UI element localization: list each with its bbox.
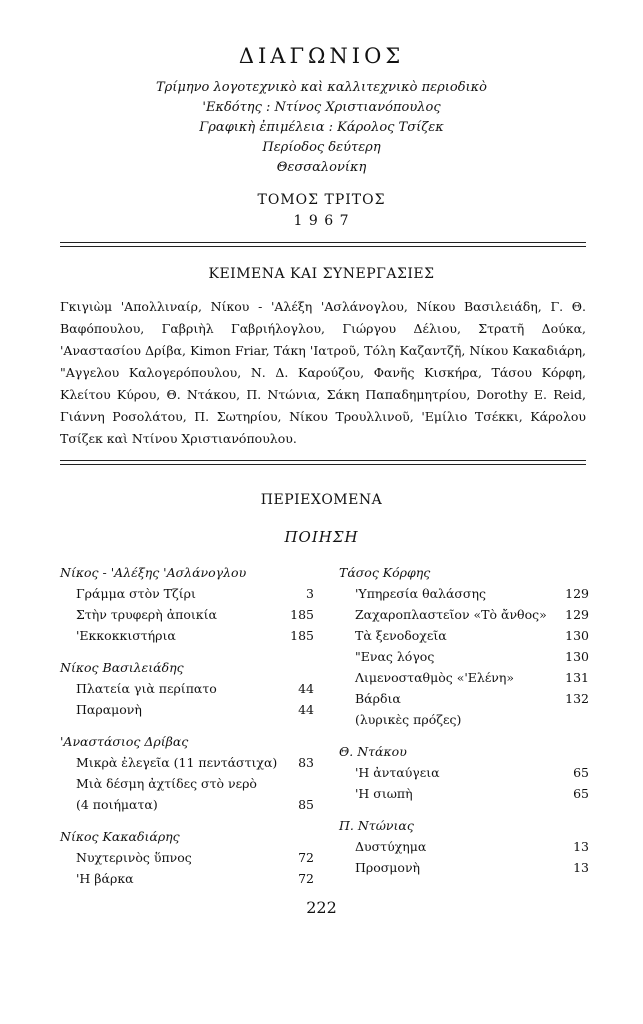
volume-block [0, 190, 643, 232]
toc-entry [339, 604, 589, 625]
entry-page [559, 709, 589, 730]
toc-entry [60, 868, 314, 889]
toc-entry [339, 688, 589, 709]
toc-entry [60, 699, 314, 720]
author-name: Νίκος Βασιλειάδης [60, 660, 184, 675]
toc-entry [339, 646, 589, 667]
page-number: 222 [306, 898, 337, 917]
entry-title: Προσμονὴ [355, 860, 421, 875]
entry-page: 185 [290, 628, 314, 643]
entry-page: 72 [298, 871, 314, 886]
divider [60, 242, 586, 247]
entry-title: Ζαχαροπλαστεῖον «Τὸ ἄνθος» [355, 607, 547, 622]
toc-entry [339, 709, 589, 730]
author-name: 'Αναστάσιος Δρίβας [60, 734, 189, 749]
entry-page: 65 [573, 765, 589, 780]
entry-title: Μιὰ δέσμη ἀχτίδες στὸ νερὸ [76, 776, 257, 791]
author-name: Νίκος Κακαδιάρης [60, 829, 180, 844]
entry-title: Τὰ ξενοδοχεῖα [355, 628, 447, 643]
entry-title: Νυχτερινὸς ὕπνος [76, 850, 192, 865]
entry-page: 13 [573, 839, 589, 854]
entry-title: (4 ποιήματα) [76, 797, 158, 812]
toc-entry [60, 794, 314, 815]
volume-label: ΤΟΜΟΣ ΤΡΙΤΟΣ [257, 192, 386, 208]
toc-entry [339, 836, 589, 857]
section-heading: ΠΟΙΗΣΗ [284, 528, 359, 546]
toc-entry [339, 667, 589, 688]
entry-page: 44 [298, 702, 314, 717]
entry-title: 'Η βάρκα [76, 871, 134, 886]
entry-page: 65 [573, 786, 589, 801]
entry-title: 'Η ἀνταύγεια [355, 765, 440, 780]
toc-entry [339, 783, 589, 804]
author-name: Τάσος Κόρφης [339, 565, 431, 580]
publisher-line: 'Εκδότης : Ντίνος Χριστιανόπουλος [202, 100, 441, 115]
toc-entry [60, 583, 314, 604]
entry-title: 'Η σιωπὴ [355, 786, 413, 801]
entry-page: 129 [565, 586, 589, 601]
entry-title: Παραμονὴ [76, 702, 142, 717]
toc-entry [339, 583, 589, 604]
entry-title: Λιμενοσταθμὸς «'Ελένη» [355, 670, 515, 685]
entry-title: Πλατεία γιὰ περίπατο [76, 681, 217, 696]
design-credit-line: Γραφικὴ ἐπιμέλεια : Κάρολος Τσίζεκ [199, 120, 444, 135]
divider [60, 460, 586, 465]
entry-title: 'Εκκοκκιστήρια [76, 628, 176, 643]
contributions-heading: ΚΕΙΜΕΝΑ ΚΑΙ ΣΥΝΕΡΓΑΣΙΕΣ [208, 266, 435, 282]
author-name: Π. Ντώνιας [339, 818, 414, 833]
city-line: Θεσσαλονίκη [276, 160, 367, 175]
toc-entry [60, 773, 314, 794]
entry-title: 'Υπηρεσία θαλάσσης [355, 586, 486, 601]
toc-entry [60, 625, 314, 646]
toc-entry [60, 678, 314, 699]
author-name: Θ. Ντάκου [339, 744, 407, 759]
entry-page: 129 [565, 607, 589, 622]
entry-page: 132 [565, 691, 589, 706]
toc-entry [60, 752, 314, 773]
entry-page: 131 [565, 670, 589, 685]
entry-title: Μικρὰ ἐλεγεῖα (11 πεντάστιχα) [76, 755, 278, 770]
toc-entry [339, 625, 589, 646]
toc-entry [60, 604, 314, 625]
entry-page: 3 [306, 586, 314, 601]
entry-title: "Ενας λόγος [355, 649, 435, 664]
entry-page: 83 [298, 755, 314, 770]
contributors-paragraph: Γκιγιὼμ 'Απολλιναίρ, Νίκου - 'Αλέξη 'Ασλάνογλου, Νίκου Βασιλειάδη, Γ. Θ. Βαφόπουλου, Γαβριὴλ Γαβριήλογλου, Γιώργου Δέλιου, Στρατῆ Δούκα, 'Αναστασίου Δρίβα, Kimon Friar, Τάκη 'Ιατροῦ, Τόλη Καζαντζῆ, Νίκου Κακαδιάρη, "Αγγελου Καλογερόπουλου, Ν. Δ. Καρούζου, Φανῆς Κισκήρα, Τάσου Κόρφη, Κλείτου Κύρου, Θ. Ντάκου, Π. Ντώνια, Σάκη Παπαδημητρίου, Dorothy E. Reid, Γιάννη Ροσολάτου, Π. Σωτηρίου, Νίκου Τρουλλινοῦ, 'Εμίλιο Τσέκκι, Κάρολου Τσίζεκ καὶ Ντίνου Χριστιανόπουλου. [60, 299, 586, 446]
entry-title: Βάρδια [355, 691, 401, 706]
volume-year: 1 9 6 7 [293, 213, 350, 229]
entry-page: 44 [298, 681, 314, 696]
journal-title: ΔΙΑΓΩΝΙΟΣ [238, 44, 405, 68]
entry-page: 130 [565, 649, 589, 664]
toc-entry [60, 847, 314, 868]
contents-heading: ΠΕΡΙΕΧΟΜΕΝΑ [260, 492, 383, 508]
entry-page: 13 [573, 860, 589, 875]
period-line: Περίοδος δεύτερη [262, 140, 381, 155]
journal-info [0, 78, 643, 178]
entry-page [284, 773, 314, 794]
contents-column-left [60, 562, 314, 889]
entry-page: 85 [298, 797, 314, 812]
entry-title: (λυρικὲς πρόζες) [355, 712, 462, 727]
entry-page: 185 [290, 607, 314, 622]
contents-column-right [339, 562, 589, 878]
entry-title: Στὴν τρυφερὴ ἀποικία [76, 607, 217, 622]
toc-entry [339, 857, 589, 878]
entry-page: 130 [565, 628, 589, 643]
toc-entry [339, 762, 589, 783]
entry-page: 72 [298, 850, 314, 865]
author-name: Νίκος - 'Αλέξης 'Ασλάνογλου [60, 565, 247, 580]
entry-title: Δυστύχημα [355, 839, 427, 854]
entry-title: Γράμμα στὸν Τζίρι [76, 586, 196, 601]
subtitle-line: Τρίμηνο λογοτεχνικὸ καὶ καλλιτεχνικὸ περιοδικὸ [155, 80, 487, 95]
